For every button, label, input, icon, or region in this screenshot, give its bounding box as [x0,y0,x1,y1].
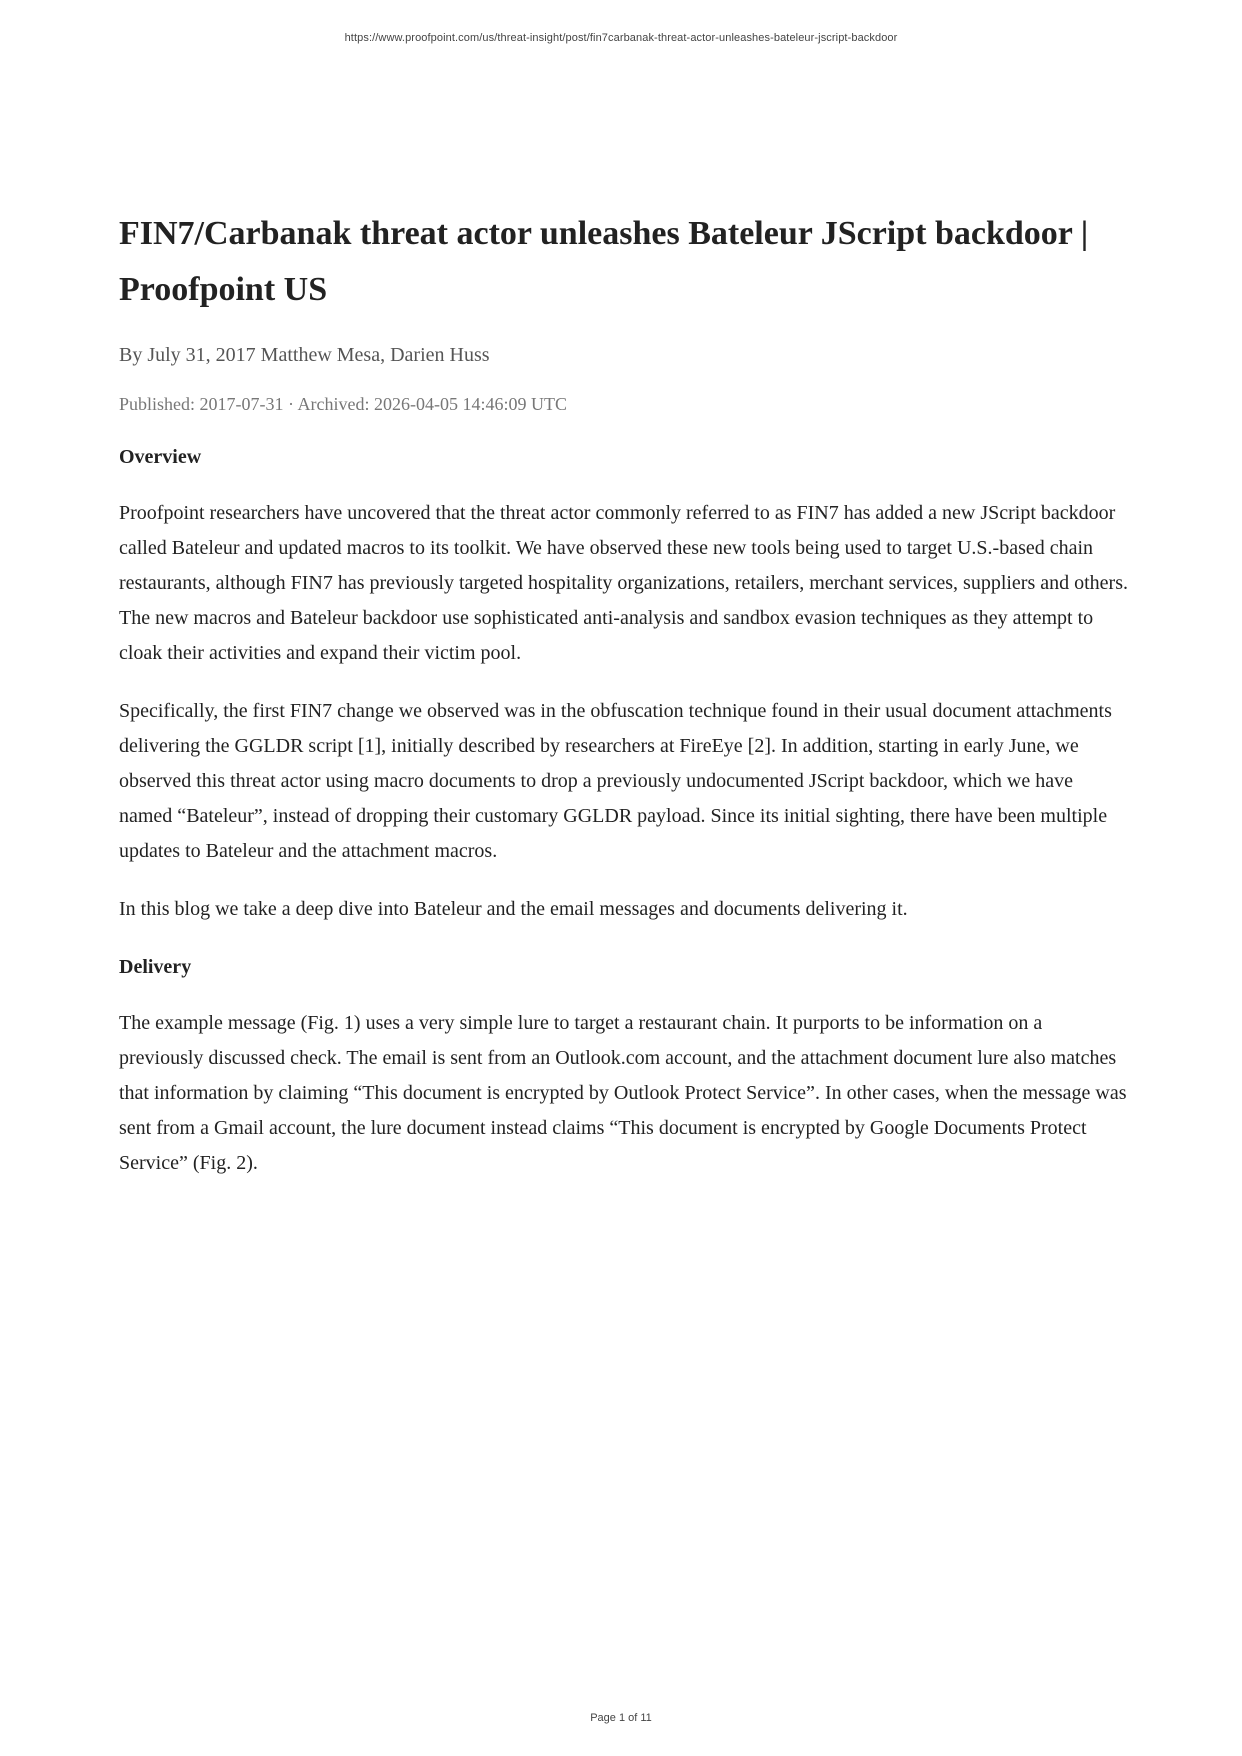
page-number: Page 1 of 11 [590,1712,652,1724]
article-published-date: Published: 2017-07-31 · Archived: 2026-04-05 14:46:09 UTC [119,394,567,414]
page-url-header: https://www.proofpoint.com/us/threat-insight/post/fin7carbanak-threat-actor-unleashes-bateleur-jscript-backdoor [344,32,898,44]
paragraph: Proofpoint researchers have uncovered that the threat actor commonly referred to as FIN7 has added a new JScript backdoor called Bateleur and updated macros to its toolkit. We have observed these new tools being used to target U.S.-based chain restaurants, although FIN7 has previously targeted hospitality organizations, retailers, merchant services, suppliers and others. The new macros and Bateleur backdoor use sophisticated anti-analysis and sandbox evasion techniques as they attempt to cloak their activities and expand their victim pool. [119,502,1129,664]
section-heading-overview: Overview [119,446,202,468]
article-byline: By July 31, 2017 Matthew Mesa, Darien Huss [119,344,490,366]
paragraph: The example message (Fig. 1) uses a very simple lure to target a restaurant chain. It purports to be information on a previously discussed check. The email is sent from an Outlook.com account, and the attachment document lure also matches that information by claiming “This document is encrypted by Outlook Protect Service”. In other cases, when the message was sent from a Gmail account, the lure document instead claims “This document is encrypted by Google Documents Protect Service” (Fig. 2). [119,1012,1127,1174]
paragraph: In this blog we take a deep dive into Bateleur and the email messages and documents delivering it. [119,898,908,920]
article-title: FIN7/Carbanak threat actor unleashes Bateleur JScript backdoor | Proofpoint US [119,215,1089,308]
paragraph: Specifically, the first FIN7 change we observed was in the obfuscation technique found in their usual document attachments delivering the GGLDR script [1], initially described by researchers at FireEye [2]. In addition, starting in early June, we observed this threat actor using macro documents to drop a previously undocumented JScript backdoor, which we have named “Bateleur”, instead of dropping their customary GGLDR payload. Since its initial sighting, there have been multiple updates to Bateleur and the attachment macros. [119,700,1112,862]
section-heading-delivery: Delivery [119,956,192,978]
article [119,206,1129,1181]
